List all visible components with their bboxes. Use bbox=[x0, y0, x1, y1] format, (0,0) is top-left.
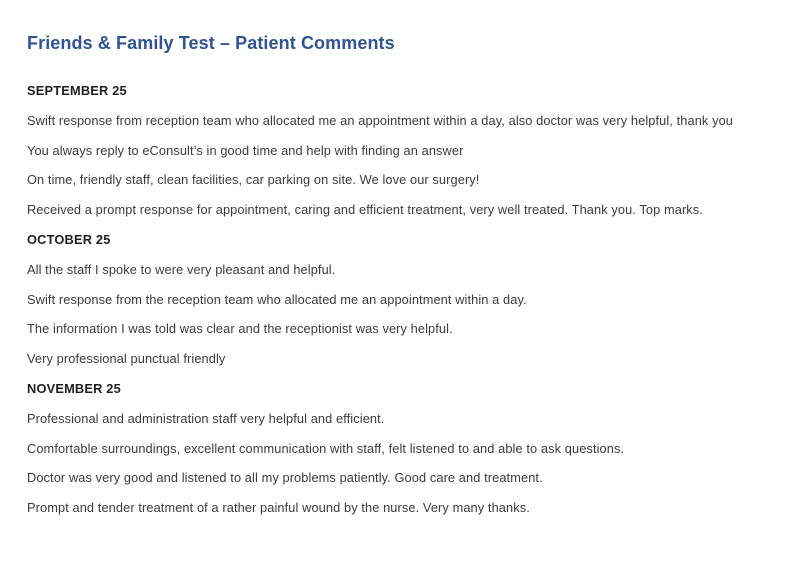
patient-comment: Very professional punctual friendly bbox=[27, 350, 226, 366]
section-november bbox=[27, 381, 772, 514]
section-heading-september: SEPTEMBER 25 bbox=[27, 83, 127, 98]
patient-comment: Swift response from the reception team who allocated me an appointment within a day. bbox=[27, 291, 527, 307]
section-heading-november: NOVEMBER 25 bbox=[27, 381, 121, 396]
patient-comment: On time, friendly staff, clean facilities, car parking on site. We love our surgery! bbox=[27, 172, 480, 187]
patient-comment: Professional and administration staff very helpful and efficient. bbox=[27, 411, 385, 426]
patient-comment: Prompt and tender treatment of a rather painful wound by the nurse. Very many thanks. bbox=[27, 499, 530, 515]
patient-comment: Doctor was very good and listened to all my problems patiently. Good care and treatment. bbox=[27, 470, 543, 485]
patient-comment: Received a prompt response for appointment, caring and efficient treatment, very well treated. Thank you. Top marks. bbox=[27, 201, 703, 217]
section-october bbox=[27, 232, 772, 365]
patient-comment: The information I was told was clear and the receptionist was very helpful. bbox=[27, 321, 453, 336]
section-september bbox=[27, 83, 772, 216]
section-heading-october: OCTOBER 25 bbox=[27, 232, 111, 247]
patient-comment: Comfortable surroundings, excellent communication with staff, felt listened to and able to ask questions. bbox=[27, 440, 625, 456]
page-title: Friends & Family Test – Patient Comments bbox=[27, 33, 395, 53]
patient-comment: You always reply to eConsult’s in good time and help with finding an answer bbox=[27, 142, 464, 158]
patient-comment: Swift response from reception team who allocated me an appointment within a day, also doctor was very helpful, thank you bbox=[27, 113, 734, 128]
patient-comment: All the staff I spoke to were very pleasant and helpful. bbox=[27, 262, 336, 277]
